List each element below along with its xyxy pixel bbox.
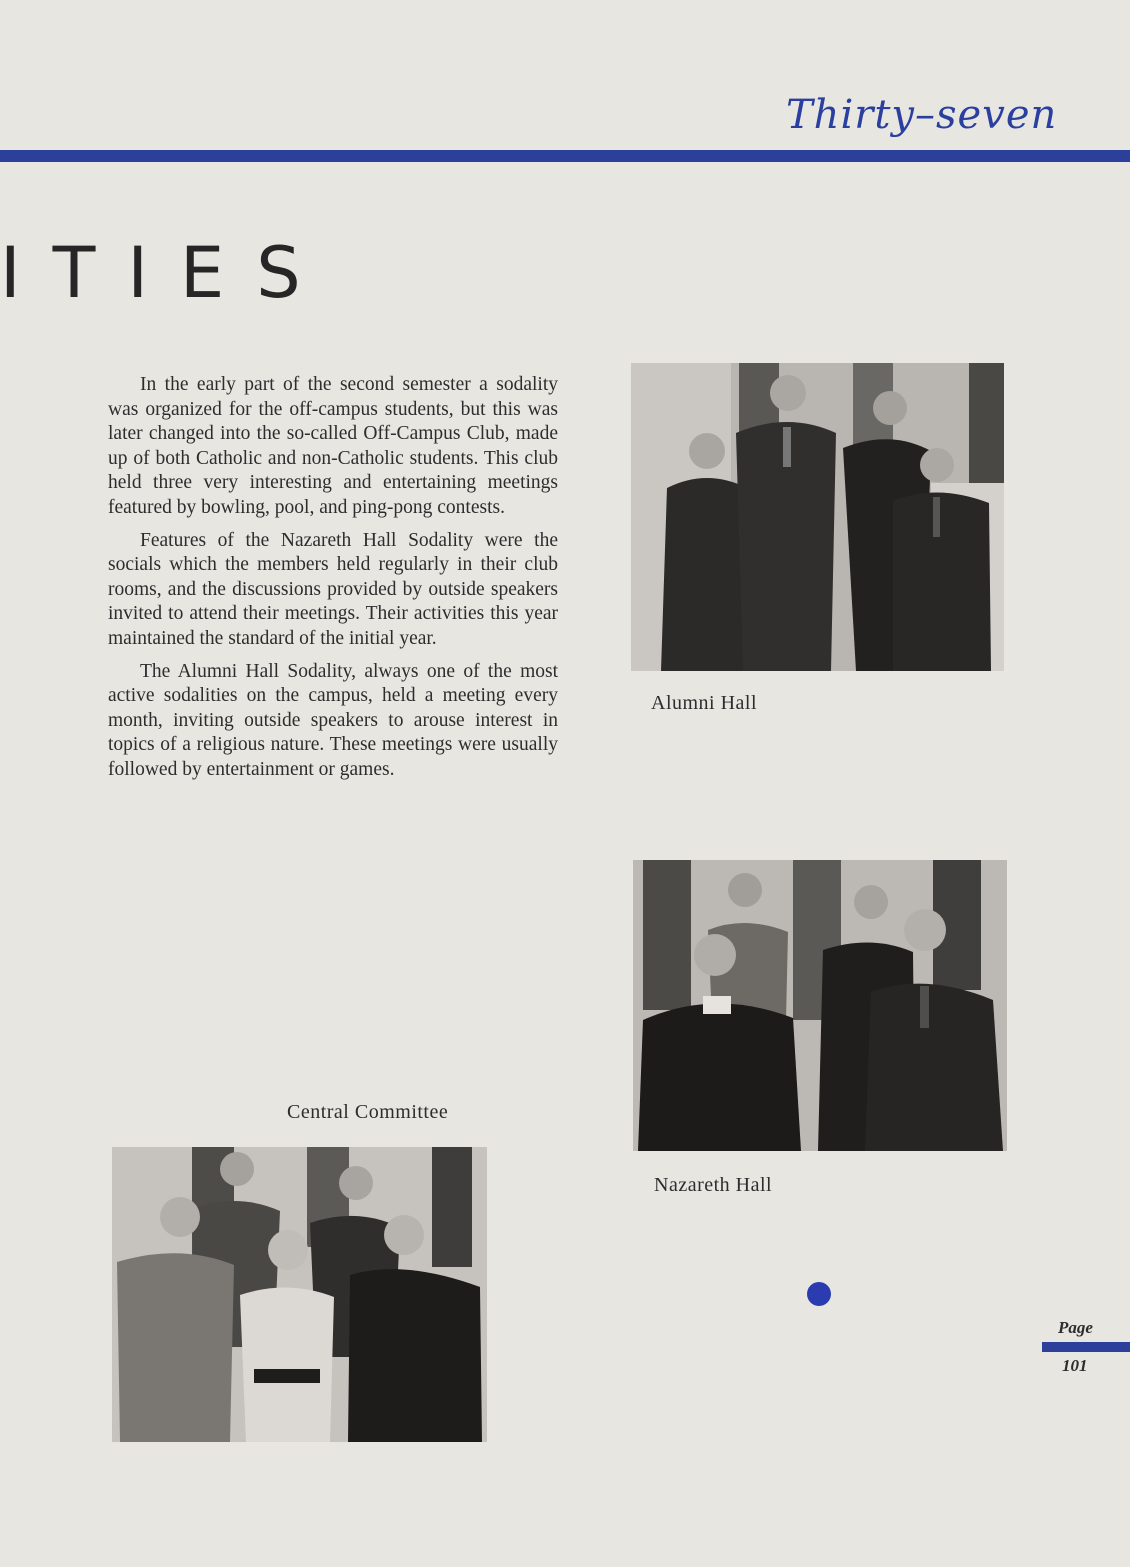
paragraph-nazareth: Features of the Nazareth Hall Sodality were the socials which the members held regularly in their club rooms, and the discussions provided by outside speakers invited to attend their meetings. Their activities this year maintained the standard of the initial year. <box>108 529 558 649</box>
page-bar <box>1042 1342 1130 1352</box>
alumni-hall-photo <box>631 363 1004 671</box>
nazareth-hall-photo <box>633 860 1007 1151</box>
body-text <box>108 373 558 791</box>
alumni-hall-caption: Alumni Hall <box>651 692 758 714</box>
paragraph-alumni: The Alumni Hall Sodality, always one of the most active sodalities on the campus, held a meeting every month, inviting outside speakers to arouse interest in topics of a religious nature. These meetings were usually followed by entertainment or games. <box>108 660 558 780</box>
header-rule <box>0 150 1130 162</box>
central-committee-caption: Central Committee <box>287 1101 449 1123</box>
central-committee-photo <box>112 1147 487 1442</box>
page-label: Page <box>1058 1318 1093 1337</box>
nazareth-hall-caption: Nazareth Hall <box>654 1174 773 1196</box>
header-script-title: Thirty–seven <box>786 92 1058 138</box>
decorative-dot <box>807 1282 831 1306</box>
paragraph-off-campus: In the early part of the second semester a sodality was organized for the off-campus students, but this was later changed into the so-called Off-Campus Club, made up of both Catholic and non-Catholic students. This club held three very interesting and entertaining meetings featured by bowling, pool, and ping-pong contests. <box>108 374 558 518</box>
page-number: 101 <box>1062 1356 1088 1375</box>
section-title: ITIES <box>0 232 333 314</box>
